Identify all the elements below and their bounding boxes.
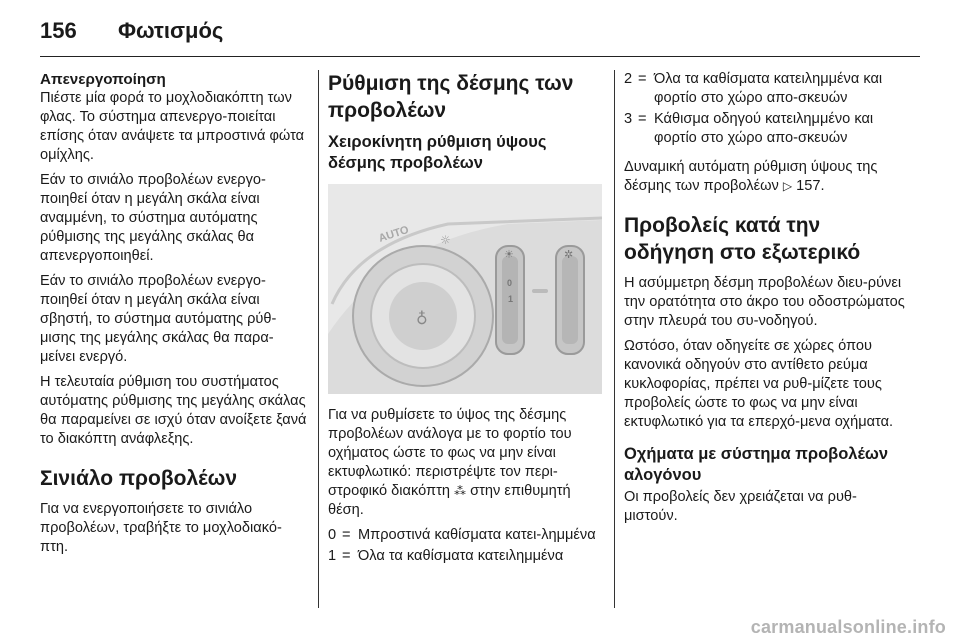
list-item: 3 = Κάθισμα οδηγού κατειλημμένο και φορτίο στο χώρο απο-σκευών	[624, 111, 874, 146]
foglight-symbol-icon: ♁	[416, 309, 428, 328]
page-number: 156	[40, 18, 77, 43]
watermark: carmanualsonline.info	[750, 617, 946, 637]
paragraph: Η ασύμμετρη δέσμη προβολέων διευ-ρύνει την ορατότητα στο άκρο του οδοστρώματος στην πλευρά του συ-νοδηγού.	[624, 275, 905, 329]
headlight-switch-panel-illustration	[328, 184, 602, 394]
auto-label: AUTO	[377, 223, 411, 245]
column-3	[624, 70, 910, 532]
page-title: Φωτισμός	[118, 18, 224, 43]
heading-headlight-range: Ρύθμιση της δέσμης των προβολέων	[328, 72, 574, 122]
column-divider-2	[614, 70, 615, 608]
thumbwheel-symbol-icon: ⁂	[454, 484, 467, 498]
paragraph: Πιέστε μία φορά το μοχλοδιακόπτη των φλας. Το σύστημα απενεργο-ποιείται επίσης όταν ανάψετε τα μπροστινά φώτα ομίχλης.	[40, 90, 305, 163]
paragraph: Για να ρυθμίσετε το ύψος της δέσμης προβολέων ανάλογα με το φορτίο του οχήματος ώστε το φως να μην είναι εκτυφλωτικό: περιστρέψτε τον περι-στροφικό διακόπτη ⁂ στην επιθυμητή θέση.	[328, 407, 572, 518]
column-2	[328, 70, 604, 574]
list-item: 1 = Όλα τα καθίσματα κατειλημμένα	[328, 548, 564, 564]
thumbwheel-mark: 1	[508, 294, 514, 304]
paragraph: Για να ενεργοποιήσετε το σινιάλο προβολέων, τραβήξτε το μοχλοδιακό-πτη.	[40, 501, 282, 555]
heading-manual-range: Χειροκίνητη ρύθμιση ύψους δέσμης προβολέων	[328, 133, 547, 172]
seat-position-list-continued	[624, 70, 910, 148]
paragraph: Οι προβολείς δεν χρειάζεται να ρυθ-μιστούν.	[624, 489, 857, 524]
heading-driving-abroad: Προβολείς κατά την οδήγηση στο εξωτερικό	[624, 214, 861, 264]
column-1	[40, 70, 308, 563]
paragraph: Δυναμική αυτόματη ρύθμιση ύψους της δέσμης των προβολέων ▷ 157.	[624, 159, 878, 194]
heading-deactivation: Απενεργοποίηση	[40, 71, 166, 88]
heading-headlight-flash: Σινιάλο προβολέων	[40, 467, 238, 490]
heading-halogen-vehicles: Οχήματα με σύστημα προβολέων αλογόνου	[624, 445, 889, 484]
switch-panel-svg	[328, 184, 602, 394]
page-reference-arrow-icon: ▷	[782, 179, 793, 193]
column-divider-1	[318, 70, 319, 608]
list-item: 2 = Όλα τα καθίσματα κατειλημμένα και φορτίο στο χώρο απο-σκευών	[624, 71, 883, 106]
paragraph: Η τελευταία ρύθμιση του συστήματος αυτόματης ρύθμισης της μεγάλης σκάλας θα παραμείνει σε ισχύ όταν ανοίξετε ξανά το διακόπτη ανάφλεξης.	[40, 374, 307, 447]
paragraph: Ωστόσο, όταν οδηγείτε σε χώρες όπου κανονικά οδηγούν στο αντίθετο ρεύμα κυκλοφορίας, πρέπει να ρυθ-μίζετε τους προβολείς ώστε το φως να μην είναι εκτυφλωτικό για τα επερχό-μενα οχήματα.	[624, 338, 894, 430]
seat-position-list	[328, 526, 604, 566]
list-item: 0 = Μπροστινά καθίσματα κατει-λημμένα	[328, 527, 596, 543]
paragraph: Εάν το σινιάλο προβολέων ενεργο-ποιηθεί όταν η μεγάλη σκάλα είναι αναμμένη, το σύστημα αυτόματης ρύθμισης της μεγάλης σκάλας θα απενεργοποιηθεί.	[40, 172, 266, 264]
page-header	[40, 18, 920, 48]
headlight-symbol-icon: ☼	[440, 233, 451, 247]
page-reference-link[interactable]: 157.	[796, 178, 825, 194]
headlight-range-icon: ☀	[504, 248, 514, 261]
instrument-lighting-icon: ✲	[564, 248, 574, 261]
header-rule	[40, 56, 920, 57]
paragraph: Εάν το σινιάλο προβολέων ενεργο-ποιηθεί όταν η μεγάλη σκάλα είναι σβηστή, το σύστημα αυτόματης ρύθ-μισης της μεγάλης σκάλας θα παρα-μείνει ενεργό.	[40, 273, 277, 365]
thumbwheel-mark: 0	[507, 278, 513, 288]
